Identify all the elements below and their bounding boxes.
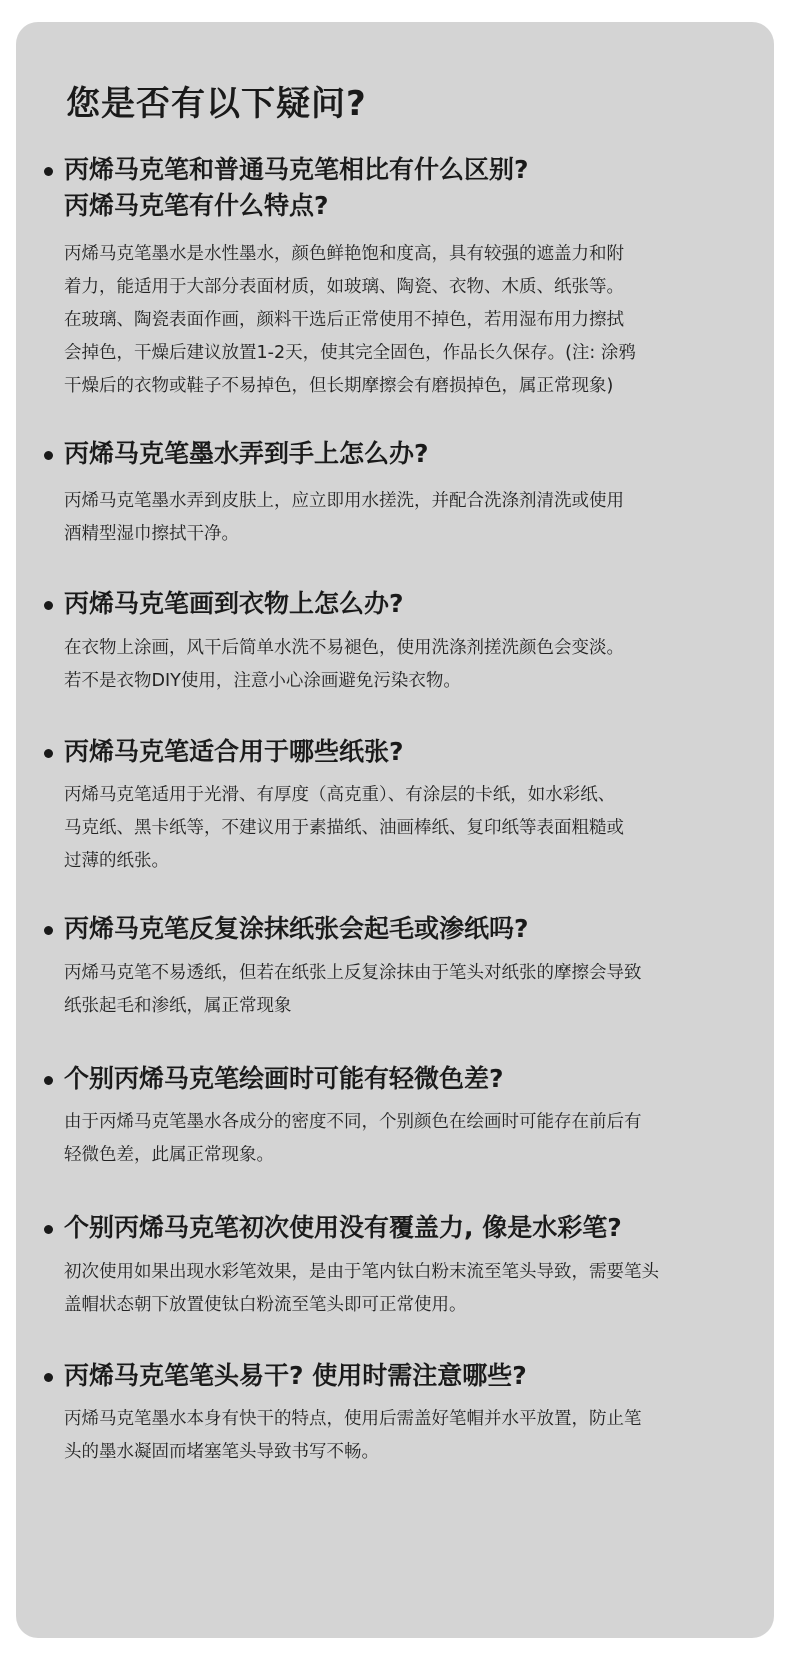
faq-question-7 <box>44 1210 764 1246</box>
faq-answer-6: 由于丙烯马克笔墨水各成分的密度不同，个别颜色在绘画时可能存在前后有 轻微色差，此属正常现象。 <box>64 1112 642 1165</box>
bullet-icon <box>44 601 53 610</box>
faq-question-6 <box>44 1061 764 1097</box>
bullet-icon <box>44 926 53 935</box>
bullet-icon <box>44 1225 53 1234</box>
page-title: 您是否有以下疑问? <box>66 84 367 124</box>
faq-question-3 <box>44 586 764 622</box>
faq-question-5 <box>44 911 764 947</box>
question-text: 丙烯马克笔画到衣物上怎么办? <box>64 589 404 618</box>
faq-question-2 <box>44 436 764 472</box>
bullet-icon <box>44 749 53 758</box>
faq-answer-1: 丙烯马克笔墨水是水性墨水，颜色鲜艳饱和度高，具有较强的遮盖力和附 着力，能适用于大部分表面材质，如玻璃、陶瓷、衣物、木质、纸张等。 在玻璃、陶瓷表面作画，颜料干选后正常使用不掉色，若用湿布用力擦拭 会掉色，干燥后建议放置1-2天，使其完全固色，作品长久保存。(注: 涂鸦 干燥后的衣物或鞋子不易掉色，但长期摩擦会有磨损掉色，属正常现象) <box>64 244 636 396</box>
bullet-icon <box>44 1373 53 1382</box>
question-text: 丙烯马克笔墨水弄到手上怎么办? <box>64 439 429 468</box>
question-text: 个别丙烯马克笔初次使用没有覆盖力, 像是水彩笔? <box>64 1213 622 1242</box>
question-text: 个别丙烯马克笔绘画时可能有轻微色差? <box>64 1064 504 1093</box>
bullet-icon <box>44 451 53 460</box>
faq-answer-7: 初次使用如果出现水彩笔效果，是由于笔内钛白粉末流至笔头导致，需要笔头 盖帽状态朝下放置使钛白粉流至笔头即可正常使用。 <box>64 1262 659 1315</box>
faq-question-1 <box>44 152 764 224</box>
faq-answer-2: 丙烯马克笔墨水弄到皮肤上，应立即用水搓洗，并配合洗涤剂清洗或使用 酒精型湿巾擦拭干净。 <box>64 491 624 544</box>
question-text: 丙烯马克笔反复涂抹纸张会起毛或渗纸吗? <box>64 914 529 943</box>
faq-answer-4: 丙烯马克笔适用于光滑、有厚度（高克重）、有涂层的卡纸，如水彩纸、 马克纸、黑卡纸等，不建议用于素描纸、油画棒纸、复印纸等表面粗糙或 过薄的纸张。 <box>64 785 624 871</box>
bullet-icon <box>44 167 53 176</box>
question-text: 丙烯马克笔笔头易干? 使用时需注意哪些? <box>64 1361 527 1390</box>
faq-answer-3: 在衣物上涂画，风干后简单水洗不易褪色，使用洗涤剂搓洗颜色会变淡。 若不是衣物DIY使用，注意小心涂画避免污染衣物。 <box>64 638 624 691</box>
faq-question-8 <box>44 1358 764 1394</box>
faq-answer-8: 丙烯马克笔墨水本身有快干的特点，使用后需盖好笔帽并水平放置，防止笔 头的墨水凝固而堵塞笔头导致书写不畅。 <box>64 1409 642 1462</box>
question-text: 丙烯马克笔和普通马克笔相比有什么区别? 丙烯马克笔有什么特点? <box>64 155 529 220</box>
faq-question-4 <box>44 734 764 770</box>
faq-answer-5: 丙烯马克笔不易透纸，但若在纸张上反复涂抹由于笔头对纸张的摩擦会导致 纸张起毛和渗纸，属正常现象 <box>64 963 642 1016</box>
bullet-icon <box>44 1076 53 1085</box>
question-text: 丙烯马克笔适合用于哪些纸张? <box>64 737 404 766</box>
